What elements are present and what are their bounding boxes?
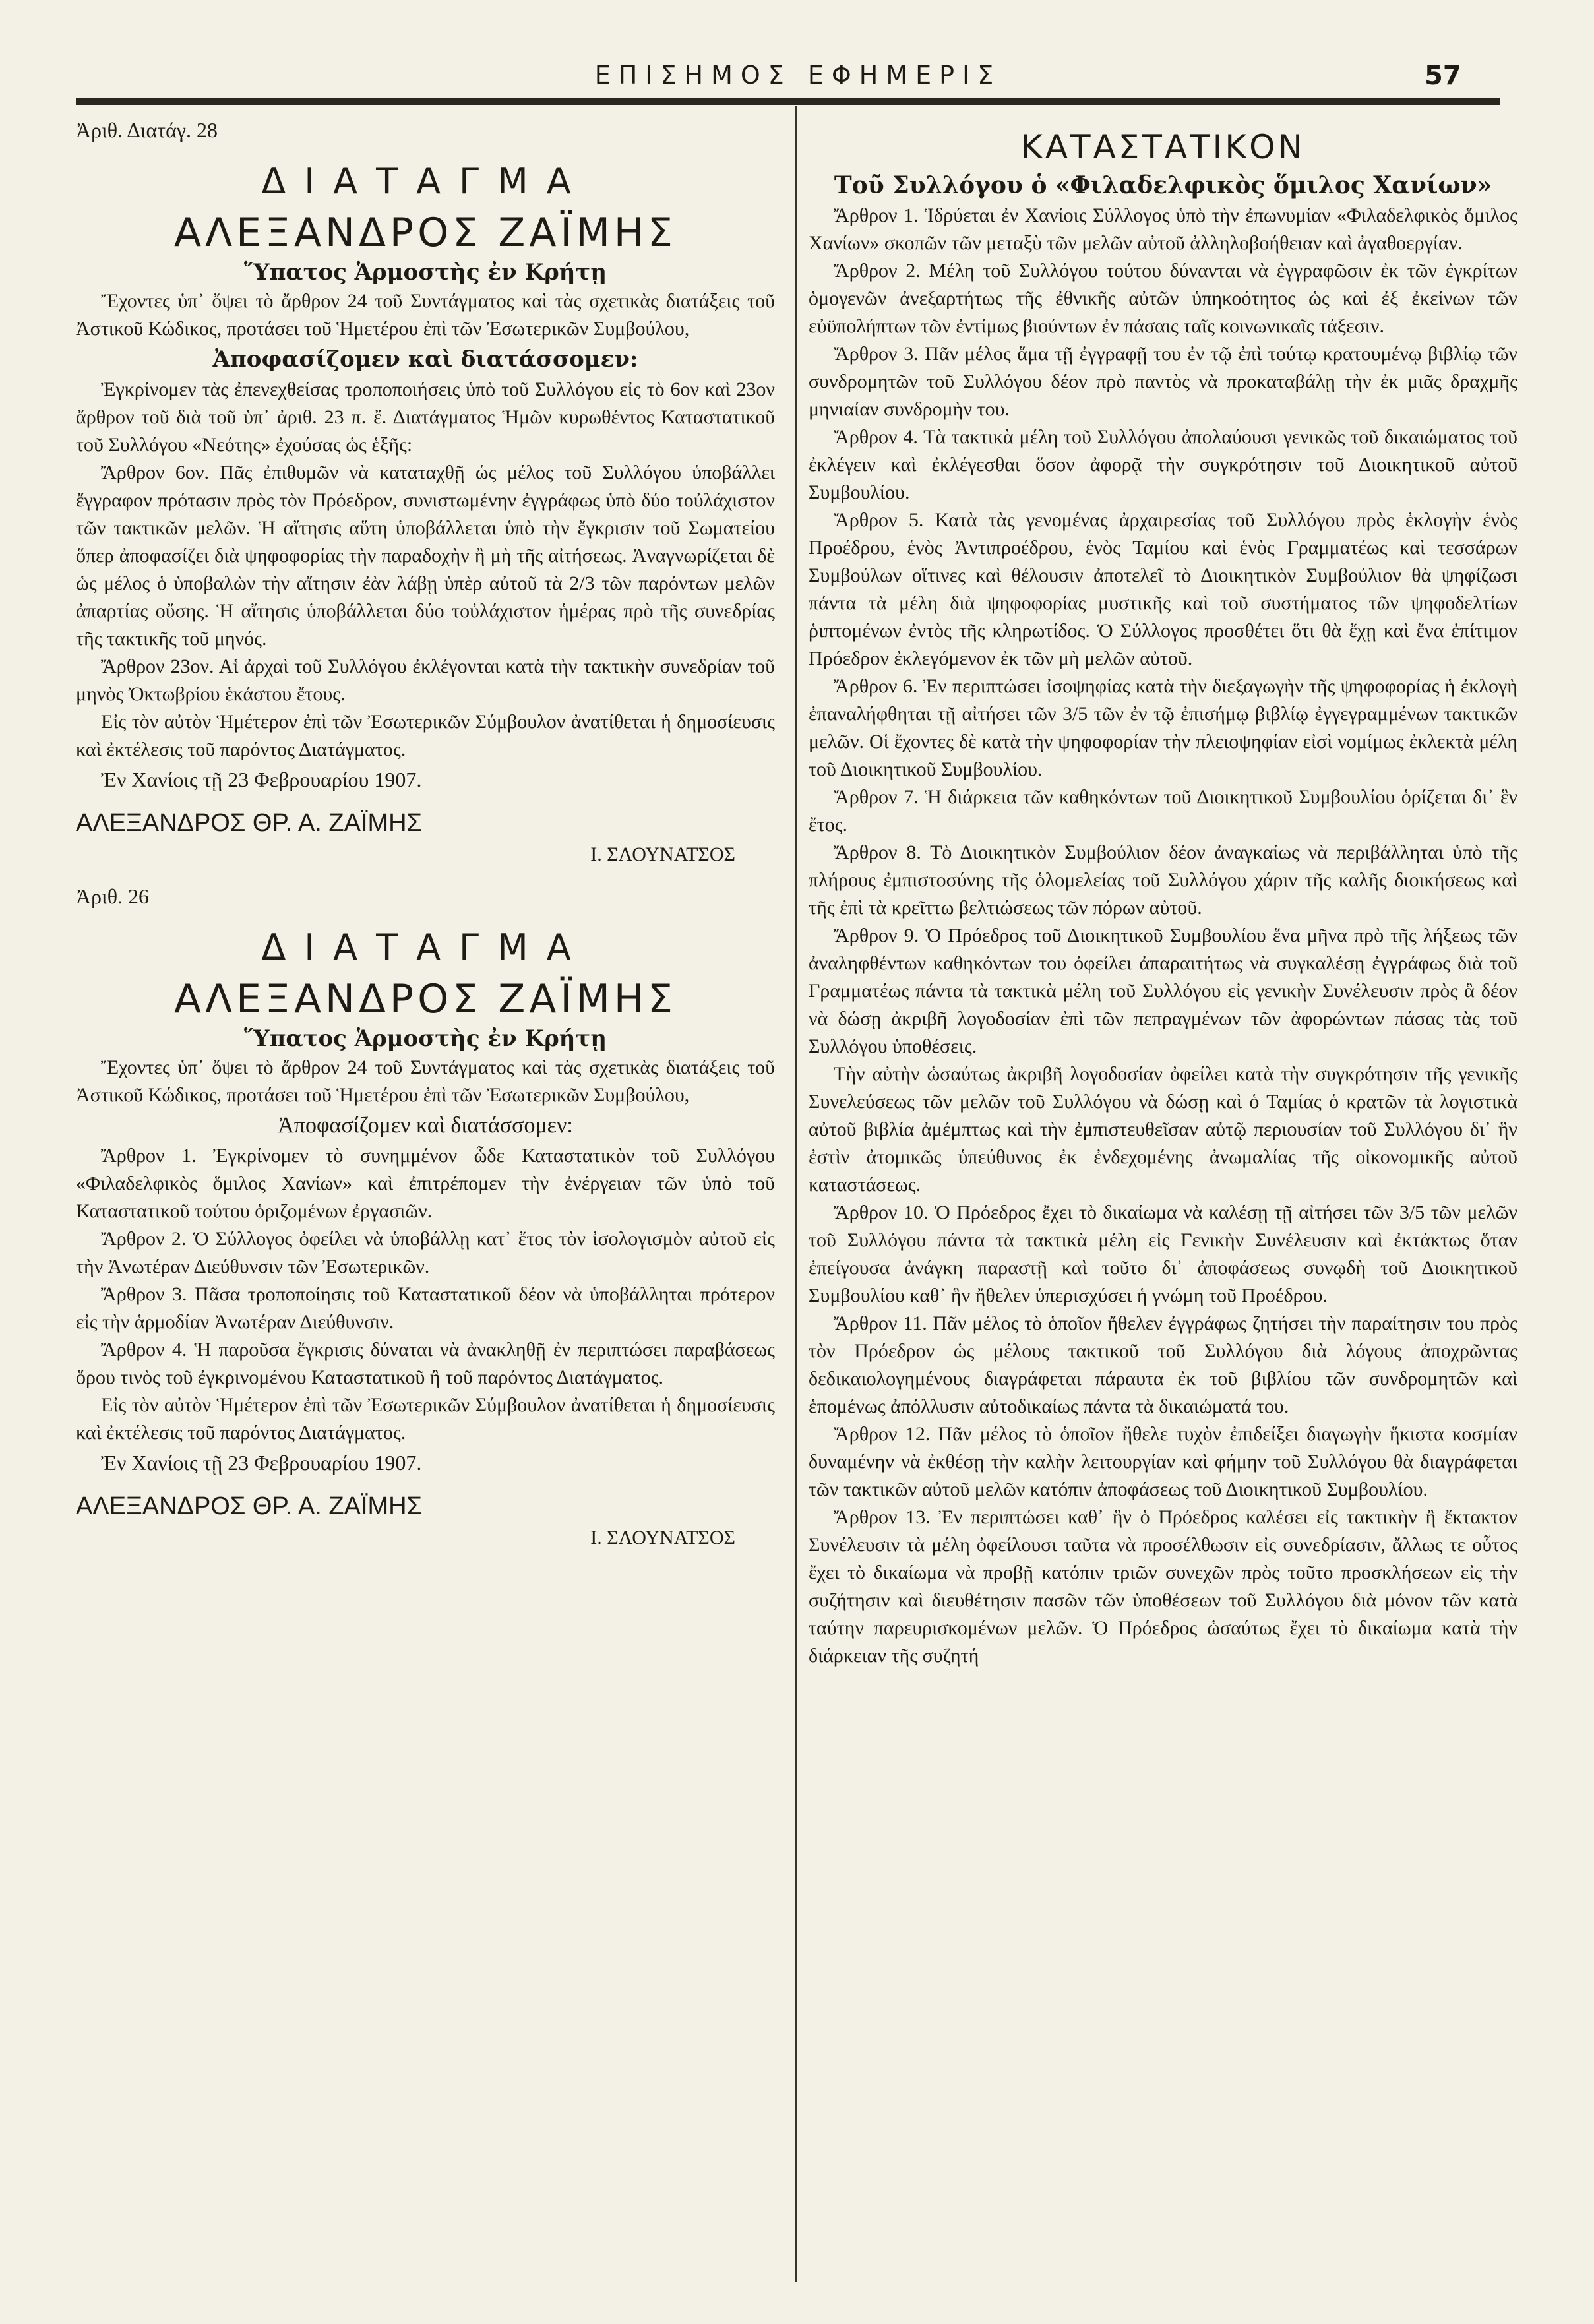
decree-2-signature: ΑΛΕΞΑΝΔΡΟΣ ΘΡ. Α. ΖΑΪΜΗΣ xyxy=(76,1492,423,1520)
decree-2-number: Ἀριθ. 26 xyxy=(76,884,150,908)
decree-2-issuer: ΑΛΕΞΑΝΔΡΟΣ ΖΑΪΜΗΣ xyxy=(174,976,677,1022)
statute-article: Ἄρθρον 11. Πᾶν μέλος τὸ ὁποῖον ἤθελεν ἐγγράφως ζητήσει τὴν παραίτησιν του πρὸς τὸν Πρόεδρον ὡς μέλους τακτικοῦ τοῦ Συλλόγου διὰ λόγους ἀποχρῶντας δεδικαιολογημένους διαγράφεται πάραυτα ἐκ τοῦ βιβλίου τῶν συνδρομητῶν καὶ ἑπομένως ἀπόλλυσιν αὐτοδικαίως πάντα τὰ δικαιώματά του. xyxy=(809,1312,1517,1417)
decree-1-countersign: Ι. ΣΛΟΥΝΑΤΣΟΣ xyxy=(590,843,735,865)
decree-1-number: Ἀριθ. Διατάγ. 28 xyxy=(76,118,218,142)
column-divider xyxy=(795,106,797,2282)
statute-article: Ἄρθρον 9. Ὁ Πρόεδρος τοῦ Διοικητικοῦ Συμβουλίου ἕνα μῆνα πρὸ τῆς λήξεως τῶν ἀναληφθέντων καθηκόντων του ὀφείλει ἀπαραιτήτως νὰ συγκαλέσῃ ἐγγράφως διὰ τοῦ Γραμματέως πάντα τὰ τακτικὰ μέλη τοῦ Συλλόγου εἰς γενικὴν Συνέλευσιν πρὸς ἃ δέον νὰ δώσῃ ἀκριβῆ λογοδοσίαν ἐπὶ τῶν πεπραγμένων τῶν ἀφορώντων πάσας τὰς τοῦ Συλλόγου ὑποθέσεις. xyxy=(809,925,1517,1057)
decree-2-article-1: Ἄρθρον 1. Ἐγκρίνομεν τὸ συνημμένον ὧδε Καταστατικὸν τοῦ Συλλόγου «Φιλαδελφικὸς ὅμιλος Χανίων» καὶ ἐπιτρέπομεν τὴν ἐνέργειαν τῶν ὑπὸ τοῦ Καταστατικοῦ τούτου ὁριζομένων ἐργασιῶν. xyxy=(76,1145,775,1222)
statute-article: Ἄρθρον 12. Πᾶν μέλος τὸ ὁποῖον ἤθελε τυχὸν ἐπιδείξει διαγωγὴν ἥκιστα κοσμίαν δυναμένην νὰ ἐκθέσῃ τὴν καλὴν λειτουργίαν καὶ φήμην τοῦ Συλλόγου θὰ διαγράφεται τῶν τακτικῶν αὐτοῦ μελῶν κατόπιν ἀποφάσεως τοῦ Διοικητικοῦ Συμβουλίου. xyxy=(809,1423,1517,1500)
decree-2-title: Ὕπατος Ἁρμοστὴς ἐν Κρήτῃ xyxy=(244,1025,607,1052)
decree-1-title: Ὕπατος Ἁρμοστὴς ἐν Κρήτῃ xyxy=(244,259,607,286)
decree-1-paragraph-1: Ἐγκρίνομεν τὰς ἐπενεχθείσας τροποποιήσεις ὑπὸ τοῦ Συλλόγου εἰς τὸ 6ον καὶ 23ον ἄρθρον τοῦ διὰ τοῦ ὑπ᾽ ἀριθ. 23 π. ἔ. Διατάγματος Ἡμῶν κυρωθέντος Καταστατικοῦ τοῦ Συλλόγου «Νεότης» ἐχούσας ὡς ἑξῆς: xyxy=(76,379,775,456)
statute-article: Ἄρθρον 6. Ἐν περιπτώσει ἰσοψηφίας κατὰ τὴν διεξαγωγὴν τῆς ψηφοφορίας ἡ ἐκλογὴ ἐπαναλήφθηται τῇ αἰτήσει τῶν 3/5 τῶν ἐν τῷ ἐπισήμῳ βιβλίῳ ἐγγεγραμμένων τακτικῶν μελῶν. Οἱ ἔχοντες δὲ κατὰ τὴν ψηφοφορίαν τὴν πλειοψηφίαν εἰσὶ νομίμως ἐκλεκτὰ μέλη τοῦ Διοικητικοῦ Συμβουλίου. xyxy=(809,675,1517,780)
decree-1-issuer: ΑΛΕΞΑΝΔΡΟΣ ΖΑΪΜΗΣ xyxy=(174,210,677,256)
statute-article: Ἄρθρον 3. Πᾶν μέλος ἅμα τῇ ἐγγραφῇ του ἐν τῷ ἐπὶ τούτῳ κρατουμένῳ βιβλίῳ τῶν συνδρομητῶν τοῦ Συλλόγου δέον πρὸ παντὸς νὰ προκαταβάλῃ τὴν ἐκ μιᾶς δραχμῆς μηνιαίαν συνδρομὴν του. xyxy=(809,343,1517,420)
statute-article: Ἄρθρον 1. Ἱδρύεται ἐν Χανίοις Σύλλογος ὑπὸ τὴν ἐπωνυμίαν «Φιλαδελφικὸς ὅμιλος Χανίων» σκοπῶν τῶν μεταξὺ τῶν μελῶν αὐτοῦ ἀλληλοβοήθειαν καὶ ἀγαθοεργίαν. xyxy=(809,204,1517,254)
decree-1-heading: ΔΙΑΤΑΓΜΑ xyxy=(261,160,590,202)
decree-1-signature: ΑΛΕΞΑΝΔΡΟΣ ΘΡ. Α. ΖΑΪΜΗΣ xyxy=(76,809,423,837)
decree-1-preamble: Ἔχοντες ὑπ᾽ ὄψει τὸ ἄρθρον 24 τοῦ Συντάγματος καὶ τὰς σχετικὰς διατάξεις τοῦ Ἀστικοῦ Κώδικος, προτάσει τοῦ Ἡμετέρου ἐπὶ τῶν Ἐσωτερικῶν Συμβούλου, xyxy=(76,290,775,340)
decree-2-preamble: Ἔχοντες ὑπ᾽ ὄψει τὸ ἄρθρον 24 τοῦ Συντάγματος καὶ τὰς σχετικὰς διατάξεις τοῦ Ἀστικοῦ Κώδικος, προτάσει τοῦ Ἡμετέρου ἐπὶ τῶν Ἐσωτερικῶν Συμβούλου, xyxy=(76,1056,775,1106)
decree-1-article-6: Ἄρθρον 6ον. Πᾶς ἐπιθυμῶν νὰ καταταχθῇ ὡς μέλος τοῦ Συλλόγου ὑποβάλλει ἔγγραφον πρότασιν πρὸς τὸν Πρόεδρον, συνιστωμένην ἐγγράφως ὑπὸ δύο τοὐλάχιστον τῶν τακτικῶν μελῶν. Ἡ αἴτησις αὕτη ὑποβάλλεται ὑπὸ τὴν ἔγκρισιν τοῦ Σωματείου ὅπερ ἀποφασίζει διὰ ψηφοφορίας τὴν παραδοχὴν ἢ μὴ τῆς αἰτήσεως. Ἀναγνωρίζεται δὲ ὡς μέλος ὁ ὑποβαλὼν τὴν αἴτησιν ἐὰν λάβῃ ὑπὲρ αὐτοῦ τὰ 2/3 τῶν παρόντων μελῶν ἀπαρτίας οὔσης. Ἡ αἴτησις ὑποβάλλεται δύο τοὐλάχιστον ἡμέρας πρὸ τῆς συνεδρίας τῆς τακτικῆς τοῦ μηνός. xyxy=(76,462,775,650)
decree-2-countersign: Ι. ΣΛΟΥΝΑΤΣΟΣ xyxy=(590,1527,735,1548)
right-column xyxy=(809,113,1517,1670)
decree-1-date: Ἐν Χανίοις τῇ 23 Φεβρουαρίου 1907. xyxy=(101,768,422,791)
statute-article: Ἄρθρον 8. Τὸ Διοικητικὸν Συμβούλιον δέον ἀναγκαίως νὰ περιβάλληται ὑπὸ τῆς πλήρους ἐμπιστοσύνης τῆς ὁλομελείας τοῦ Συλλόγου χάριν τῆς καλῆς διοικήσεως καὶ τῆς ἐπὶ τὰ κρεῖττω βελτιώσεως τῶν πόρων αὐτοῦ. xyxy=(809,841,1517,919)
statute-article: Ἄρθρον 4. Τὰ τακτικὰ μέλη τοῦ Συλλόγου ἀπολαύουσι γενικῶς τοῦ δικαιώματος τοῦ ἐκλέγειν καὶ ἐκλέγεσθαι ὅσον ἀφορᾷ τὴν συγκρότησιν τοῦ Διοικητικοῦ αὐτοῦ Συμβουλίου. xyxy=(809,426,1517,503)
gazette-title: ΕΠΙΣΗΜΟΣ ΕΦΗΜΕΡΙΣ xyxy=(594,61,1002,90)
statute-article: Ἄρθρον 5. Κατὰ τὰς γενομένας ἀρχαιρεσίας τοῦ Συλλόγου πρὸς ἐκλογὴν ἑνὸς Προέδρου, ἑνὸς Ἀντιπροέδρου, ἑνὸς Ταμίου καὶ ἑνὸς Γραμματέως καὶ τεσσάρων Συμβούλων οἵτινες καὶ θέλουσιν ἀποτελεῖ τὸ Διοικητικὸν Συμβούλιον θὰ ψηφίζωσι πάντα τὰ μέλη διὰ ψηφοφορίας μυστικῆς καὶ τοῦ συστήματος τῶν ψηφοδελτίων ῥιπτομένων ἐντὸς τῆς κληρωτίδος. Ὁ Σύλλογος προσθέτει ὅτι θὰ ἔχῃ καὶ ἕνα ἐπίτιμον Πρόεδρον ἐκλεγόμενον ἐκ τῶν μὴ μελῶν αὐτοῦ. xyxy=(809,509,1517,669)
decree-1-decide: Ἀποφασίζομεν καὶ διατάσσομεν: xyxy=(212,346,638,373)
decree-2-date: Ἐν Χανίοις τῇ 23 Φεβρουαρίου 1907. xyxy=(101,1451,422,1475)
statute-article: Ἄρθρον 2. Μέλη τοῦ Συλλόγου τούτου δύνανται νὰ ἐγγραφῶσιν ἐκ τῶν ἐγκρίτων ὁμογενῶν ἀνεξαρτήτως τῆς ἐθνικῆς αὐτῶν ὑπηκοότητος ὡς καὶ ἐξ ἐκείνων τῶν εὐϋπολήπτων τῶν ἐντίμως βιούντων ἐν πάσαις ταῖς κοινωνικαῖς τάξεσιν. xyxy=(809,260,1517,337)
left-column xyxy=(76,113,775,1551)
statute-article: Ἄρθρον 7. Ἡ διάρκεια τῶν καθηκόντων τοῦ Διοικητικοῦ Συμβουλίου ὁρίζεται δι᾽ ἓν ἔτος. xyxy=(809,786,1517,836)
decree-2-article-3: Ἄρθρον 3. Πᾶσα τροποποίησις τοῦ Καταστατικοῦ δέον νὰ ὑποβάλληται πρότερον εἰς τὴν ἁρμοδίαν Ἀνωτέραν Διεύθυνσιν. xyxy=(76,1283,775,1333)
decree-1-closing: Εἰς τὸν αὐτὸν Ἡμέτερον ἐπὶ τῶν Ἐσωτερικῶν Σύμβουλον ἀνατίθεται ἡ δημοσίευσις καὶ ἐκτέλεσις τοῦ παρόντος Διατάγματος. xyxy=(76,711,775,760)
decree-2-article-2: Ἄρθρον 2. Ὁ Σύλλογος ὀφείλει νὰ ὑποβάλλῃ κατ᾽ ἔτος τὸν ἰσολογισμὸν αὐτοῦ εἰς τὴν Ἀνωτέραν Διεύθυνσιν τῶν Ἐσωτερικῶν. xyxy=(76,1228,775,1277)
statute-title: ΚΑΤΑΣΤΑΤΙΚΟΝ xyxy=(1021,128,1305,166)
header-rule xyxy=(76,98,1500,105)
statute-paragraph: Τὴν αὐτὴν ὡσαύτως ἀκριβῆ λογοδοσίαν ὀφείλει κατὰ τὴν συγκρότησιν τῆς γενικῆς Συνελεύσεως τῶν μελῶν τοῦ Συλλόγου νὰ δώσῃ καὶ ὁ Ταμίας ὁ κρατῶν τὰ λογιστικὰ αὐτοῦ βιβλία ἀμέμπτως καὶ τὴν ἐμπιστευθεῖσαν αὐτῷ περιουσίαν τοῦ Συλλόγου δι᾽ ἣν ἐστὶν ἀτομικῶς ὑπεύθυνος ἐκ ἐνδεχομένης ἀνωμαλίας τῆς οἰκονομικῆς αὐτοῦ καταστάσεως. xyxy=(809,1063,1517,1196)
decree-2-closing: Εἰς τὸν αὐτὸν Ἡμέτερον ἐπὶ τῶν Ἐσωτερικῶν Σύμβουλον ἀνατίθεται ἡ δημοσίευσις καὶ ἐκτέλεσις τοῦ παρόντος Διατάγματος. xyxy=(76,1394,775,1444)
statute-article: Ἄρθρον 13. Ἐν περιπτώσει καθ᾽ ἣν ὁ Πρόεδρος καλέσει εἰς τακτικὴν ἢ ἔκτακτον Συνέλευσιν τὰ μέλη ὀφείλουσι ταῦτα νὰ προσέλθωσιν εἰς συνεδρίασιν, ἄλλως τε οὗτος ἔχει τὸ δικαίωμα νὰ προβῇ κατόπιν τριῶν συνεχῶν πρὸς τοῦτο προσκλήσεων εἰς τὴν συζήτησιν καὶ διευθέτησιν πασῶν τῶν ὑποθέσεων τοῦ Συλλόγου διὰ μόνον τῶν κατὰ ταύτην παρευρισκομένων μελῶν. Ὁ Πρόεδρος ὡσαύτως ἔχει τὸ δικαίωμα κατὰ τὴν διάρκειαν τῆς συζητή xyxy=(809,1506,1517,1667)
page-number: 57 xyxy=(1425,61,1461,91)
statute-article: Ἄρθρον 10. Ὁ Πρόεδρος ἔχει τὸ δικαίωμα νὰ καλέσῃ τῇ αἰτήσει τῶν 3/5 τῶν μελῶν τοῦ Συλλόγου πάντα τὰ τακτικὰ μέλη εἰς Γενικὴν Συνέλευσιν καὶ ἐκτάκτως ὅταν ἐπείγουσα ἀνάγκη παραστῇ καὶ τοῦτο δι᾽ ἀποφάσεως συνῳδὴ τοῦ Διοικητικοῦ Συμβουλίου καθ᾽ ἣν ἤθελεν ὑπερισχύσει ἡ γνώμη τοῦ Προέδρου. xyxy=(809,1202,1517,1306)
decree-2-decide: Ἀποφασίζομεν καὶ διατάσσομεν: xyxy=(278,1113,573,1138)
statute-subtitle: Τοῦ Συλλόγου ὁ «Φιλαδελφικὸς ὅμιλος Χανίων» xyxy=(834,171,1492,199)
decree-2-article-4: Ἄρθρον 4. Ἡ παροῦσα ἔγκρισις δύναται νὰ ἀνακληθῇ ἐν περιπτώσει παραβάσεως ὅρου τινὸς τοῦ ἐγκρινομένου Καταστατικοῦ ἢ τοῦ παρόντος Διατάγματος. xyxy=(76,1339,775,1388)
decree-2-heading: ΔΙΑΤΑΓΜΑ xyxy=(261,927,590,968)
decree-1-article-23: Ἄρθρον 23ον. Αἱ ἀρχαὶ τοῦ Συλλόγου ἐκλέγονται κατὰ τὴν τακτικὴν συνεδρίαν τοῦ μηνὸς Ὀκτωβρίου ἑκάστου ἔτους. xyxy=(76,656,775,705)
